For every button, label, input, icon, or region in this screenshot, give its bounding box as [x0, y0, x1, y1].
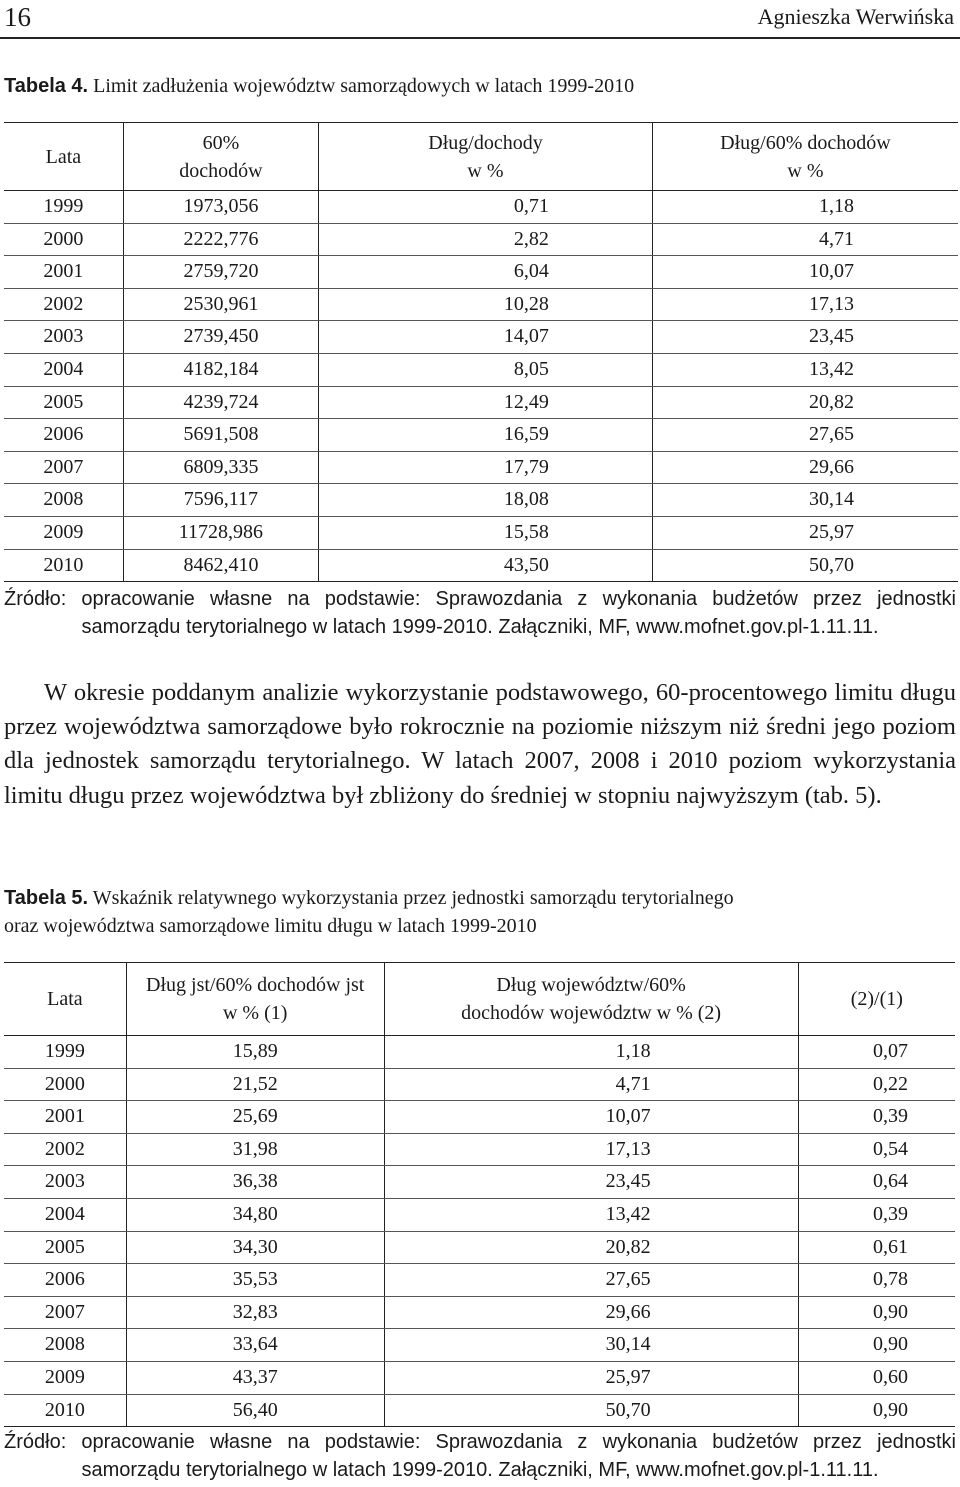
table5-source — [4, 1428, 956, 1484]
table4-row — [4, 223, 958, 256]
table4-body — [4, 191, 958, 582]
table4-value-cell: 2222,776 — [123, 223, 318, 256]
table4-row — [4, 549, 958, 582]
table4-value-cell: 27,65 — [652, 419, 958, 452]
table4-year-cell: 1999 — [4, 191, 123, 224]
table5-row — [4, 1264, 955, 1297]
table5-caption-text: oraz województwa samorządowe limitu długu w latach 1999-2010 — [4, 915, 537, 937]
table5-value-cell: 34,30 — [126, 1231, 384, 1264]
table5-year-cell: 1999 — [4, 1036, 126, 1069]
table4-source-line: samorządu terytorialnego w latach 1999-2010. Załączniki, MF, www.mofnet.gov.pl-1.11.11. — [81, 616, 879, 638]
table5-value-cell: 0,90 — [873, 1398, 908, 1421]
table4-row — [4, 353, 958, 386]
table5-value-cell: 0,22 — [798, 1068, 955, 1101]
table4-row — [4, 191, 958, 224]
table4-value-cell: 7596,117 — [123, 484, 318, 517]
table5-value-cell: 0,61 — [798, 1231, 955, 1264]
table5-caption-text: Wskaźnik relatywnego wykorzystania przez jednostki samorządu terytorialnego — [88, 887, 734, 909]
table4-value-cell: 5691,508 — [123, 419, 318, 452]
table4-header-cell: Lata — [4, 123, 123, 191]
table4-year-cell: 2003 — [4, 321, 123, 354]
table5-year-cell: 2004 — [4, 1198, 126, 1231]
table5-row — [4, 1166, 955, 1199]
table5-row — [4, 1133, 955, 1166]
table5-year-cell: 2006 — [4, 1264, 126, 1297]
table5-year-cell: 2010 — [4, 1394, 126, 1427]
table4-value-cell: 10,28 — [319, 288, 653, 321]
table4-year-cell: 2004 — [4, 353, 123, 386]
table4-value-cell: 17,79 — [319, 451, 653, 484]
table4-value-cell: 29,66 — [652, 451, 958, 484]
table4-header-cell: 60% dochodów — [123, 123, 318, 191]
table4-year-cell: 2010 — [4, 549, 123, 582]
table4-value-cell: 1,18 — [652, 191, 958, 224]
table4-caption-label: Tabela 4. — [4, 75, 89, 97]
table4-value-cell: 43,50 — [319, 549, 653, 582]
table5-header-cell: Dług jst/60% dochodów jst w % (1) — [126, 963, 384, 1036]
table5-header-row — [4, 963, 955, 1036]
table4-value-cell: 12,49 — [319, 386, 653, 419]
table4-year-cell: 2005 — [4, 386, 123, 419]
table4-row — [4, 321, 958, 354]
table5-value-cell: 17,13 — [384, 1133, 798, 1166]
table5-value-cell: 1,18 — [384, 1036, 798, 1069]
table5-value-cell: 30,14 — [384, 1329, 798, 1362]
table5-value-cell: 29,66 — [384, 1296, 798, 1329]
table4-row — [4, 484, 958, 517]
table4-year-cell: 2009 — [4, 516, 123, 549]
table4-value-cell: 25,97 — [652, 516, 958, 549]
table5-year-cell: 2009 — [4, 1361, 126, 1394]
table5-year-cell: 2003 — [4, 1166, 126, 1199]
table4-source-line: Źródło: opracowanie własne na podstawie: Sprawozdania z wykonania budżetów przez jednostki — [4, 588, 956, 610]
table5-value-cell: 0,90 — [798, 1296, 955, 1329]
table4-year-cell: 2002 — [4, 288, 123, 321]
table4-row — [4, 256, 958, 289]
table4-value-cell: 4239,724 — [123, 386, 318, 419]
table5-row — [4, 1394, 955, 1427]
table4-value-cell: 2739,450 — [123, 321, 318, 354]
table4-value-cell: 10,07 — [652, 256, 958, 289]
page-number: 16 — [4, 2, 31, 32]
table4 — [4, 122, 958, 582]
table5-value-cell: 0,07 — [798, 1036, 955, 1069]
table4-value-cell: 8,05 — [319, 353, 653, 386]
table5-year-cell: 2008 — [4, 1329, 126, 1362]
table4-value-cell: 18,08 — [319, 484, 653, 517]
table4-value-cell: 2,82 — [319, 223, 653, 256]
table5-source-line: samorządu terytorialnego w latach 1999-2010. Załączniki, MF, www.mofnet.gov.pl-1.11.11. — [81, 1459, 879, 1481]
table4-row — [4, 516, 958, 549]
table4-row — [4, 288, 958, 321]
table5-value-cell: 0,39 — [798, 1101, 955, 1134]
table5-row — [4, 1036, 955, 1069]
table5-year-cell: 2000 — [4, 1068, 126, 1101]
table4-value-cell: 1973,056 — [123, 191, 318, 224]
table5-value-cell: 0,39 — [798, 1198, 955, 1231]
table4-row — [4, 451, 958, 484]
table4-value-cell: 17,13 — [652, 288, 958, 321]
table5-value-cell: 50,70 — [384, 1394, 798, 1427]
table5-value-cell: 27,65 — [384, 1264, 798, 1297]
table5-value-cell: 34,80 — [126, 1198, 384, 1231]
table4-header-cell: Dług/60% dochodów w % — [652, 123, 958, 191]
table5-value-cell: 25,97 — [384, 1361, 798, 1394]
table4-year-cell: 2006 — [4, 419, 123, 452]
table4-value-cell: 13,42 — [652, 353, 958, 386]
table4-value-cell: 4,71 — [652, 223, 958, 256]
table4-header-row — [4, 123, 958, 191]
table5-value-cell: 10,07 — [384, 1101, 798, 1134]
table4-year-cell: 2007 — [4, 451, 123, 484]
table5-value-cell: 0,60 — [798, 1361, 955, 1394]
table5-year-cell: 2005 — [4, 1231, 126, 1264]
table4-value-cell: 14,07 — [319, 321, 653, 354]
table5-header-cell: Dług województw/60% dochodów województw w % (2) — [384, 963, 798, 1036]
table4-value-cell: 11728,986 — [123, 516, 318, 549]
table4-year-cell: 2001 — [4, 256, 123, 289]
table5-value-cell: 21,52 — [126, 1068, 384, 1101]
table5-value-cell: 0,78 — [798, 1264, 955, 1297]
table4-value-cell: 6,04 — [319, 256, 653, 289]
table5-year-cell: 2007 — [4, 1296, 126, 1329]
table5 — [4, 962, 955, 1427]
table5-caption — [4, 884, 934, 940]
table5-value-cell: 25,69 — [126, 1101, 384, 1134]
table5-header-cell: Lata — [4, 963, 126, 1036]
table5-value-cell: 4,71 — [384, 1068, 798, 1101]
table5-source-line: Źródło: opracowanie własne na podstawie: Sprawozdania z wykonania budżetów przez jednostki — [4, 1431, 956, 1453]
table5-value-cell: 23,45 — [384, 1166, 798, 1199]
table5-value-cell: 32,83 — [126, 1296, 384, 1329]
table5-row — [4, 1068, 955, 1101]
table4-value-cell: 0,71 — [319, 191, 653, 224]
table5-value-cell: 0,54 — [798, 1133, 955, 1166]
table5-year-cell: 2001 — [4, 1101, 126, 1134]
table4-value-cell: 50,70 — [809, 553, 854, 576]
table4-row — [4, 386, 958, 419]
table5-row — [4, 1361, 955, 1394]
table4-caption-text: Limit zadłużenia województw samorządowych w latach 1999-2010 — [88, 75, 635, 97]
table5-year-cell: 2002 — [4, 1133, 126, 1166]
table4-value-cell: 23,45 — [652, 321, 958, 354]
table5-row — [4, 1329, 955, 1362]
table4-row — [4, 419, 958, 452]
header-rule — [0, 37, 960, 39]
table4-year-cell: 2008 — [4, 484, 123, 517]
table4-value-cell: 2759,720 — [123, 256, 318, 289]
table5-row — [4, 1231, 955, 1264]
table4-header-cell: Dług/dochody w % — [319, 123, 653, 191]
table5-value-cell: 13,42 — [384, 1198, 798, 1231]
table5-body — [4, 1036, 955, 1427]
table5-row — [4, 1198, 955, 1231]
table5-row — [4, 1101, 955, 1134]
table4-value-cell: 2530,961 — [123, 288, 318, 321]
table5-value-cell: 0,90 — [798, 1329, 955, 1362]
table4-value-cell: 15,58 — [319, 516, 653, 549]
table5-value-cell: 20,82 — [384, 1231, 798, 1264]
table4-value-cell: 4182,184 — [123, 353, 318, 386]
table4-value-cell: 8462,410 — [123, 549, 318, 582]
table5-value-cell: 0,64 — [798, 1166, 955, 1199]
table4-value-cell: 6809,335 — [123, 451, 318, 484]
table5-header-cell: (2)/(1) — [798, 963, 955, 1036]
table4-value-cell: 16,59 — [319, 419, 653, 452]
table5-value-cell: 15,89 — [126, 1036, 384, 1069]
table4-value-cell: 30,14 — [652, 484, 958, 517]
table5-value-cell: 31,98 — [126, 1133, 384, 1166]
table5-value-cell: 36,38 — [126, 1166, 384, 1199]
body-paragraph: W okresie poddanym analizie wykorzystanie podstawowego, 60-procentowego limitu długu przez województwa samorządowe było rokrocznie na poziomie niższym niż średni jego poziom dla jednostek samorządu terytorialnego. W latach 2007, 2008 i 2010 poziom wykorzystania limitu długu przez województwa był zbliżony do średniej w stopniu najwyższym (tab. 5). — [4, 679, 956, 809]
running-head-author: Agnieszka Werwińska — [757, 4, 954, 29]
table4-caption — [4, 72, 934, 100]
table5-value-cell: 35,53 — [126, 1264, 384, 1297]
table4-source — [4, 585, 956, 641]
table4-year-cell: 2000 — [4, 223, 123, 256]
table5-value-cell: 56,40 — [126, 1394, 384, 1427]
table5-caption-label: Tabela 5. — [4, 887, 89, 909]
table5-row — [4, 1296, 955, 1329]
table4-value-cell: 20,82 — [652, 386, 958, 419]
table5-value-cell: 43,37 — [126, 1361, 384, 1394]
table5-value-cell: 33,64 — [126, 1329, 384, 1362]
